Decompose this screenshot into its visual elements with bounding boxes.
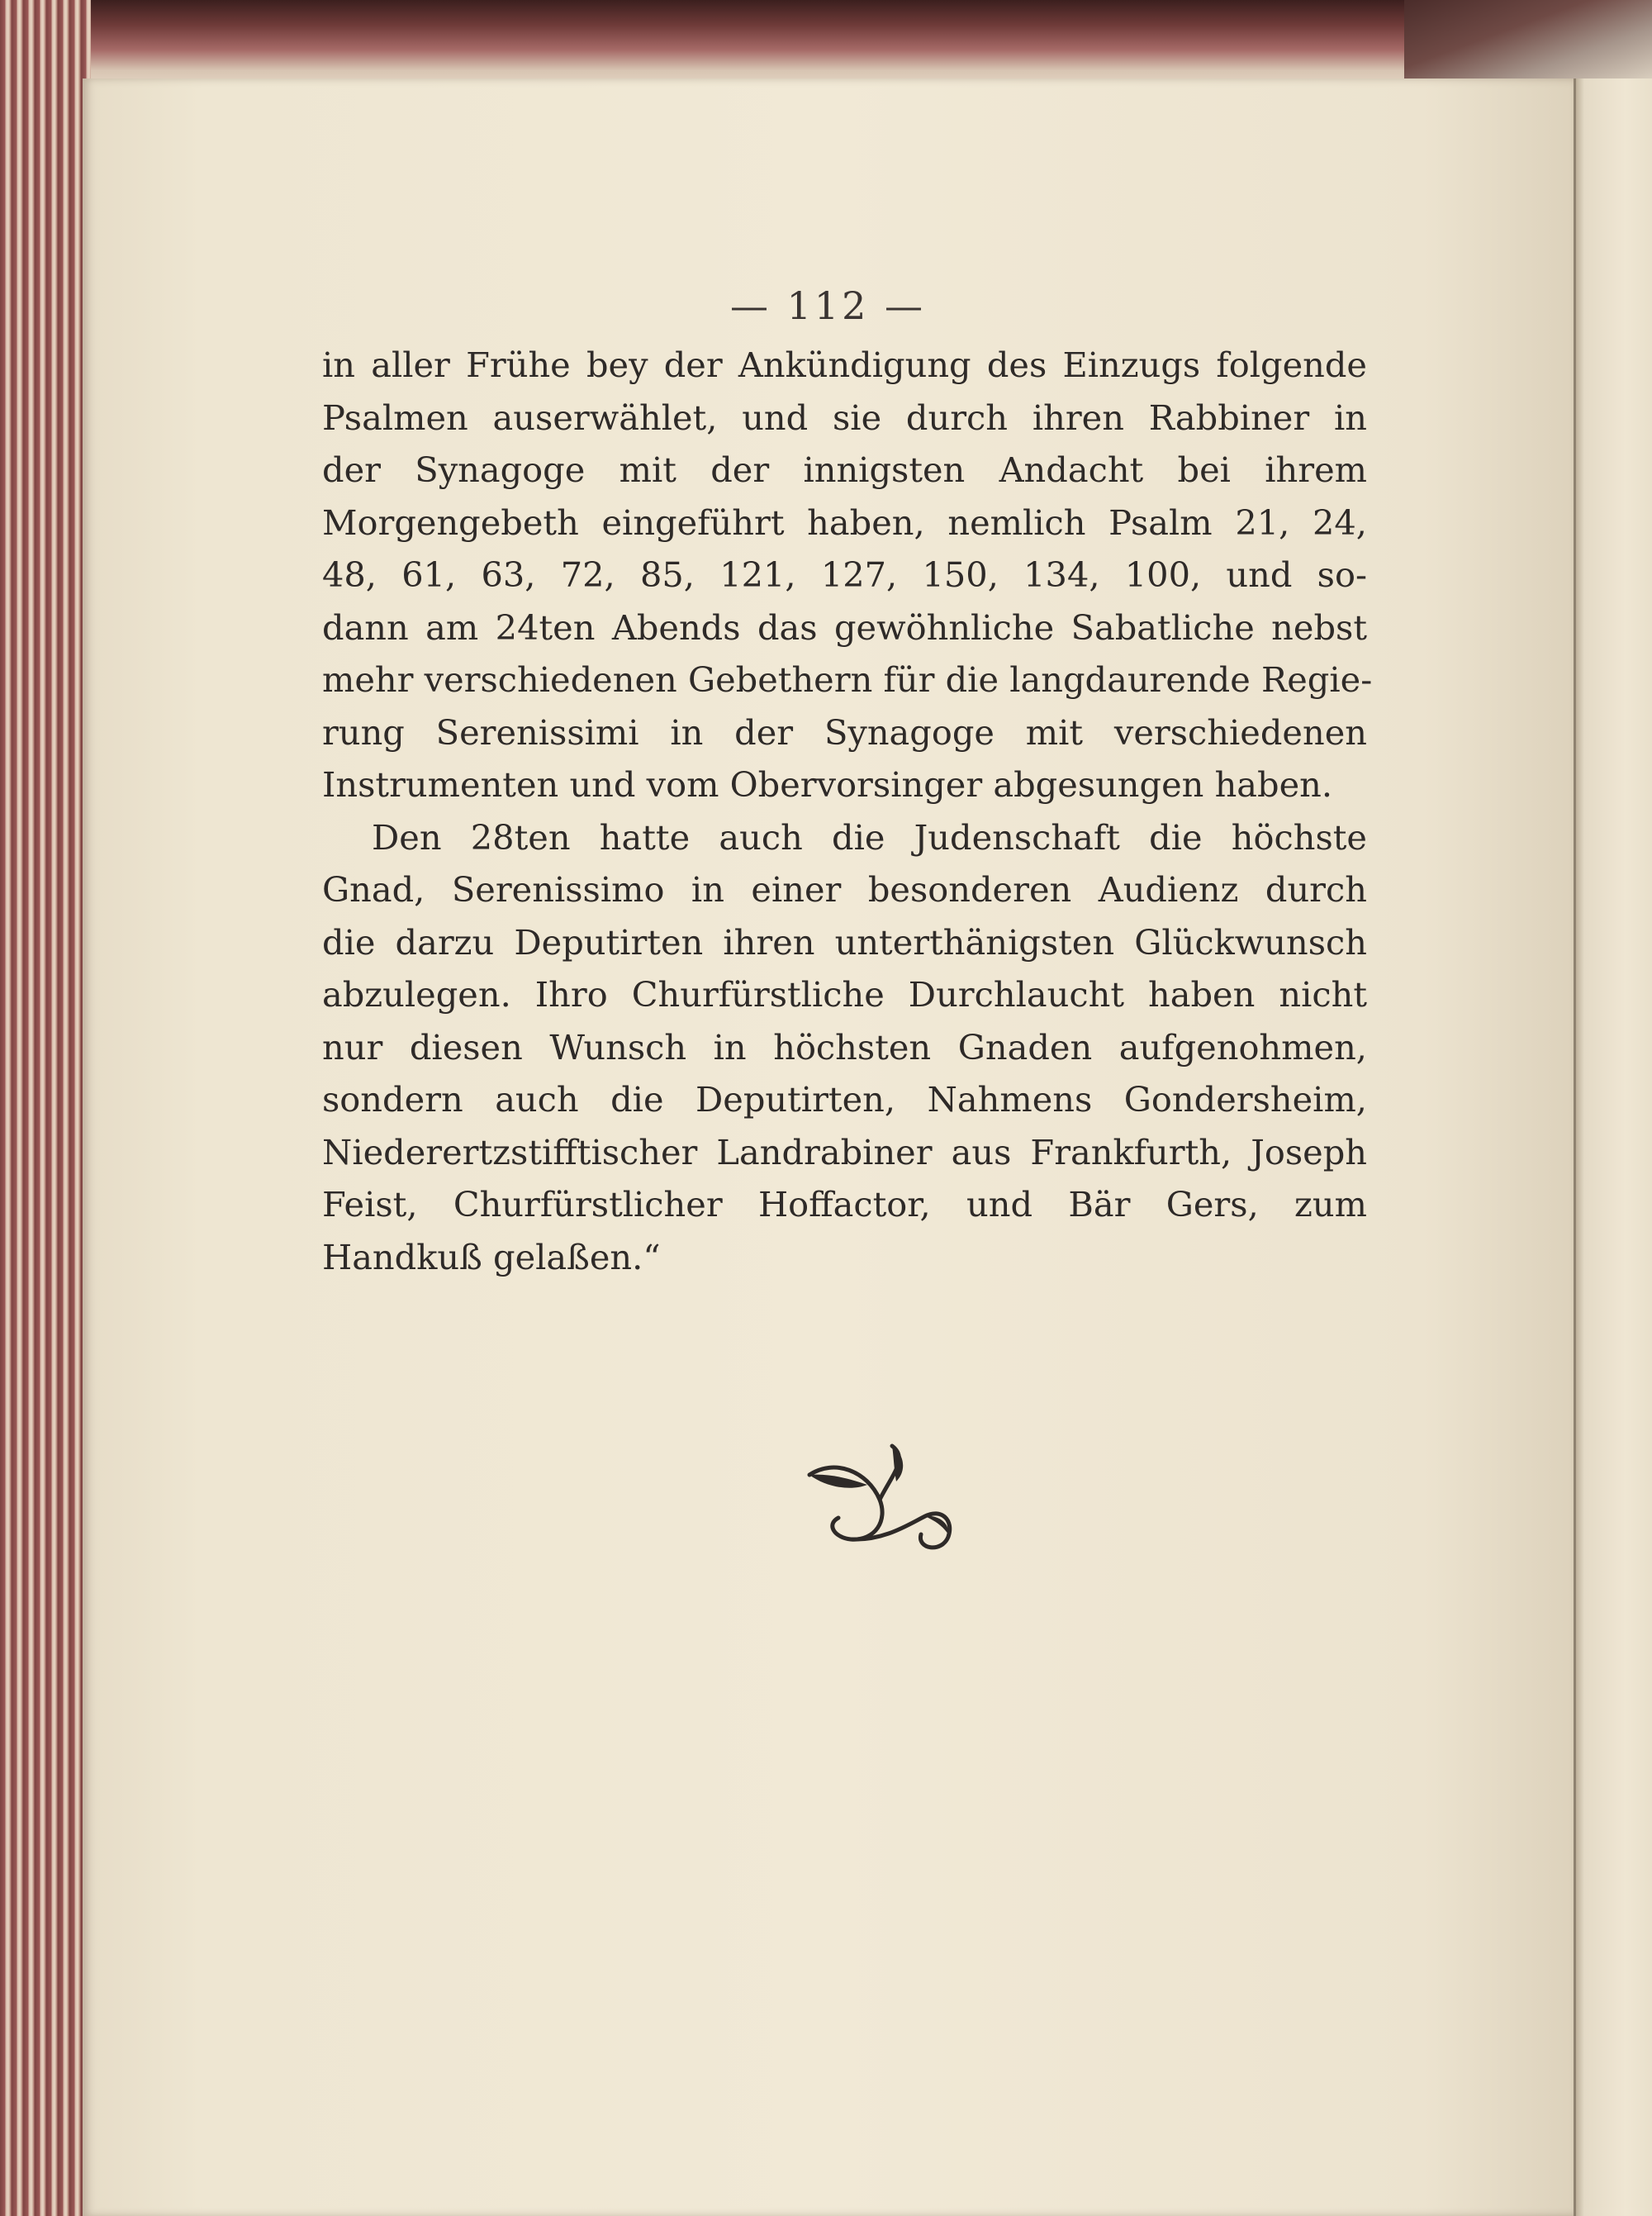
text-line: Gnad, Serenissimo in einer besonderen Audienz durch	[322, 869, 1367, 910]
paragraph-1	[322, 339, 1373, 811]
text-line: Niederertzstifftischer Landrabiner aus Frankfurth, Joseph	[322, 1131, 1367, 1172]
book-page-edges	[0, 0, 91, 2216]
text-line: in aller Frühe bey der Ankündigung des Einzugs folgende	[322, 345, 1367, 385]
text-line: abzulegen. Ihro Churfürstliche Durchlaucht haben nicht	[322, 974, 1367, 1015]
text-line: nur diesen Wunsch in höchsten Gnaden aufgenohmen,	[322, 1026, 1367, 1068]
body-text	[322, 339, 1373, 1283]
text-line: dann am 24ten Abends das gewöhnliche Sabatliche nebst	[322, 606, 1367, 648]
text-line: sondern auch die Deputirten, Nahmens Gondersheim,	[322, 1079, 1367, 1120]
text-line: der Synagoge mit der innigsten Andacht bei ihrem	[322, 449, 1367, 490]
text-line: rung Serenissimi in der Synagoge mit verschiedenen	[322, 711, 1367, 753]
text-line: die darzu Deputirten ihren unterthänigsten Glückwunsch	[322, 921, 1367, 963]
paragraph-2	[322, 811, 1367, 1284]
text-line: mehr verschiedenen Gebethern für die langdaurende Regie-	[322, 659, 1373, 700]
text-line: Handkuß gelaßen.“	[322, 1236, 661, 1277]
text-line: Instrumenten und vom Obervorsinger abgesungen haben.	[322, 764, 1333, 805]
text-line: Den 28ten hatte auch die Judenschaft die höchste	[372, 816, 1367, 858]
book-cover-corner	[1404, 0, 1652, 78]
page-number: — 112 —	[729, 283, 927, 328]
text-line: Psalmen auserwählet, und sie durch ihren Rabbiner in	[322, 397, 1367, 438]
text-line: Morgengebeth eingeführt haben, nemlich Psalm 21, 24,	[322, 502, 1367, 543]
next-page-edge	[1574, 78, 1652, 2216]
text-line: Feist, Churfürstlicher Hoffactor, und Bär Gers, zum	[322, 1184, 1367, 1225]
text-line: 48, 61, 63, 72, 85, 121, 127, 150, 134, 100, und so-	[322, 554, 1367, 595]
fleuron-icon	[801, 1442, 958, 1566]
